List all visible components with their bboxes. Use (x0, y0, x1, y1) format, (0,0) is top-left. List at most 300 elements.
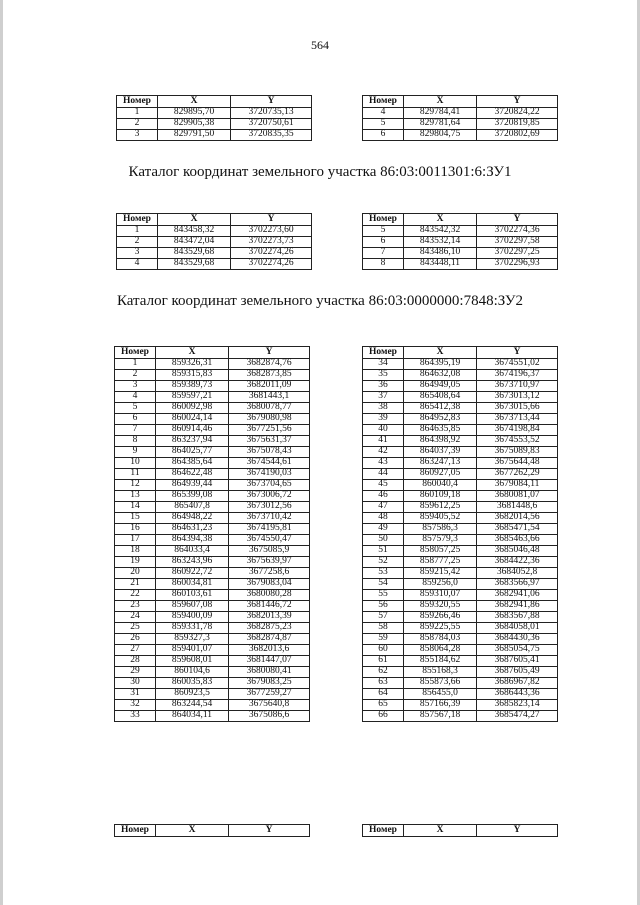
coord-x: 864622,48 (156, 469, 229, 480)
coord-x: 856455,0 (404, 689, 477, 700)
coord-y: 3679080,98 (229, 414, 310, 425)
header-number: Номер (363, 825, 404, 837)
point-number: 1 (115, 359, 156, 370)
coord-y: 3686443,36 (477, 689, 558, 700)
table-row (115, 524, 310, 535)
point-number: 19 (115, 557, 156, 568)
coord-x: 858777,25 (404, 557, 477, 568)
table-row (363, 226, 558, 237)
header-x: X (156, 347, 229, 359)
point-number: 16 (115, 524, 156, 535)
point-number: 43 (363, 458, 404, 469)
coord-x: 859607,08 (156, 601, 229, 612)
table-row (115, 568, 310, 579)
coord-x: 865412,38 (404, 403, 477, 414)
coord-y: 3675640,8 (229, 700, 310, 711)
table-row (363, 392, 558, 403)
coord-x: 829895,70 (158, 108, 231, 119)
point-number: 18 (115, 546, 156, 557)
table-row (363, 590, 558, 601)
coord-x: 860092,98 (156, 403, 229, 414)
table-row (363, 601, 558, 612)
coord-y: 3677258,6 (229, 568, 310, 579)
point-number: 46 (363, 491, 404, 502)
coord-x: 843529,68 (158, 248, 231, 259)
table-row (363, 359, 558, 370)
header-x: X (158, 96, 231, 108)
point-number: 29 (115, 667, 156, 678)
coord-x: 860927,05 (404, 469, 477, 480)
header-y: Y (477, 96, 558, 108)
point-number: 23 (115, 601, 156, 612)
coord-x: 859215,42 (404, 568, 477, 579)
coord-y: 3680081,07 (477, 491, 558, 502)
coord-y: 3683566,97 (477, 579, 558, 590)
coord-x: 829784,41 (404, 108, 477, 119)
table-row (115, 403, 310, 414)
coord-x: 860035,83 (156, 678, 229, 689)
table-row (117, 248, 312, 259)
coord-y: 3702273,60 (231, 226, 312, 237)
coord-y: 3685474,27 (477, 711, 558, 722)
header-number: Номер (363, 347, 404, 359)
coord-y: 3720835,35 (231, 130, 312, 141)
point-number: 6 (115, 414, 156, 425)
table-row (115, 667, 310, 678)
point-number: 31 (115, 689, 156, 700)
catalog-title: Каталог координат земельного участка 86:03:0011301:6:ЗУ1 (128, 164, 512, 180)
point-number: 3 (117, 130, 158, 141)
point-number: 66 (363, 711, 404, 722)
coord-y: 3674190,03 (229, 469, 310, 480)
table-row (115, 480, 310, 491)
table-row (363, 259, 558, 270)
coord-y: 3679083,04 (229, 579, 310, 590)
coord-x: 843532,14 (404, 237, 477, 248)
table-row (115, 425, 310, 436)
coord-x: 863244,54 (156, 700, 229, 711)
catalog-title: Каталог координат земельного участка 86:03:0000000:7848:ЗУ2 (116, 293, 523, 309)
table-row (115, 678, 310, 689)
table-row (363, 557, 558, 568)
coord-x: 857579,3 (404, 535, 477, 546)
header-y: Y (477, 347, 558, 359)
coord-x: 860024,14 (156, 414, 229, 425)
table-row (363, 623, 558, 634)
table-row (115, 579, 310, 590)
table-row (363, 568, 558, 579)
page-left-edge (0, 0, 3, 905)
point-number: 8 (363, 259, 404, 270)
table-row (363, 667, 558, 678)
coord-x: 857586,3 (404, 524, 477, 535)
table-row (115, 469, 310, 480)
coord-x: 865407,8 (156, 502, 229, 513)
page-number: 564 (311, 38, 329, 52)
point-number: 4 (115, 392, 156, 403)
header-x: X (158, 214, 231, 226)
point-number: 62 (363, 667, 404, 678)
point-number: 3 (117, 248, 158, 259)
coord-x: 843458,32 (158, 226, 231, 237)
table-row (115, 447, 310, 458)
coord-x: 864037,39 (404, 447, 477, 458)
table-row (115, 414, 310, 425)
table-row (363, 711, 558, 722)
table-row (363, 130, 558, 141)
point-number: 59 (363, 634, 404, 645)
coord-x: 857166,39 (404, 700, 477, 711)
coord-x: 860034,81 (156, 579, 229, 590)
table-row (363, 645, 558, 656)
coord-y: 3686967,82 (477, 678, 558, 689)
point-number: 55 (363, 590, 404, 601)
table-row (115, 491, 310, 502)
table-row (363, 108, 558, 119)
coord-x: 864034,11 (156, 711, 229, 722)
point-number: 63 (363, 678, 404, 689)
table-row (115, 590, 310, 601)
coord-y: 3687605,41 (477, 656, 558, 667)
header-number: Номер (363, 96, 404, 108)
coord-x: 829781,64 (404, 119, 477, 130)
header-x: X (404, 825, 477, 837)
coord-x: 864398,92 (404, 436, 477, 447)
point-number: 5 (115, 403, 156, 414)
point-number: 3 (115, 381, 156, 392)
table-row (117, 119, 312, 130)
coord-x: 860040,4 (404, 480, 477, 491)
coord-x: 860104,6 (156, 667, 229, 678)
coord-y: 3673710,42 (229, 513, 310, 524)
coord-x: 859327,3 (156, 634, 229, 645)
point-number: 40 (363, 425, 404, 436)
coord-y: 3680078,77 (229, 403, 310, 414)
point-number: 26 (115, 634, 156, 645)
point-number: 1 (117, 226, 158, 237)
header-y: Y (231, 96, 312, 108)
table-row (115, 359, 310, 370)
coord-y: 3685471,54 (477, 524, 558, 535)
coord-x: 864385,64 (156, 458, 229, 469)
point-number: 6 (363, 237, 404, 248)
point-number: 28 (115, 656, 156, 667)
point-number: 48 (363, 513, 404, 524)
coord-x: 859400,09 (156, 612, 229, 623)
point-number: 25 (115, 623, 156, 634)
coord-x: 859612,25 (404, 502, 477, 513)
coord-y: 3677259,27 (229, 689, 310, 700)
coord-y: 3673015,66 (477, 403, 558, 414)
coord-y: 3675089,83 (477, 447, 558, 458)
coord-y: 3675631,37 (229, 436, 310, 447)
coord-x: 864394,38 (156, 535, 229, 546)
point-number: 5 (363, 226, 404, 237)
coord-x: 864948,22 (156, 513, 229, 524)
coord-y: 3685046,48 (477, 546, 558, 557)
coord-y: 3684052,8 (477, 568, 558, 579)
coord-y: 3681446,72 (229, 601, 310, 612)
coord-y: 3675086,6 (229, 711, 310, 722)
table-header-row (363, 347, 558, 359)
point-number: 27 (115, 645, 156, 656)
header-y: Y (477, 214, 558, 226)
coord-y: 3683567,88 (477, 612, 558, 623)
coord-x: 859320,55 (404, 601, 477, 612)
coord-table-header-only (114, 824, 310, 837)
coord-y: 3680080,28 (229, 590, 310, 601)
header-x: X (156, 825, 229, 837)
coord-y: 3682941,06 (477, 590, 558, 601)
coord-y: 3674553,52 (477, 436, 558, 447)
table-row (117, 108, 312, 119)
point-number: 45 (363, 480, 404, 491)
point-number: 15 (115, 513, 156, 524)
coord-table (116, 213, 312, 270)
coord-x: 855168,3 (404, 667, 477, 678)
coord-x: 859266,46 (404, 612, 477, 623)
header-y: Y (229, 825, 310, 837)
coord-x: 855184,62 (404, 656, 477, 667)
table-row (363, 513, 558, 524)
coord-x: 864939,44 (156, 480, 229, 491)
coord-y: 3684422,36 (477, 557, 558, 568)
coord-x: 864632,08 (404, 370, 477, 381)
point-number: 49 (363, 524, 404, 535)
table-row (363, 480, 558, 491)
coord-table (362, 95, 558, 141)
header-number: Номер (363, 214, 404, 226)
coord-x: 860914,46 (156, 425, 229, 436)
point-number: 12 (115, 480, 156, 491)
coord-x: 859310,07 (404, 590, 477, 601)
coord-y: 3682875,23 (229, 623, 310, 634)
table-row (115, 711, 310, 722)
coord-y: 3682874,87 (229, 634, 310, 645)
point-number: 5 (363, 119, 404, 130)
coord-x: 859389,73 (156, 381, 229, 392)
table-row (117, 237, 312, 248)
coord-y: 3720735,13 (231, 108, 312, 119)
coord-x: 864025,77 (156, 447, 229, 458)
coord-y: 3675644,48 (477, 458, 558, 469)
coord-y: 3675639,97 (229, 557, 310, 568)
table-header-row (117, 96, 312, 108)
point-number: 14 (115, 502, 156, 513)
coord-x: 865408,64 (404, 392, 477, 403)
coord-y: 3681448,6 (477, 502, 558, 513)
coord-y: 3682013,6 (229, 645, 310, 656)
coord-y: 3677251,56 (229, 425, 310, 436)
point-number: 41 (363, 436, 404, 447)
coord-y: 3702274,26 (231, 248, 312, 259)
table-row (115, 601, 310, 612)
coord-x: 859315,83 (156, 370, 229, 381)
coord-y: 3673013,12 (477, 392, 558, 403)
coord-y: 3682873,85 (229, 370, 310, 381)
coord-y: 3702297,25 (477, 248, 558, 259)
coord-y: 3720824,22 (477, 108, 558, 119)
table-row (363, 634, 558, 645)
point-number: 64 (363, 689, 404, 700)
coord-table (362, 213, 558, 270)
point-number: 13 (115, 491, 156, 502)
point-number: 51 (363, 546, 404, 557)
table-row (363, 502, 558, 513)
point-number: 56 (363, 601, 404, 612)
coord-x: 855873,66 (404, 678, 477, 689)
table-row (363, 656, 558, 667)
coord-x: 863237,94 (156, 436, 229, 447)
table-row (115, 645, 310, 656)
point-number: 38 (363, 403, 404, 414)
table-row (115, 656, 310, 667)
coord-y: 3702297,58 (477, 237, 558, 248)
table-row (363, 436, 558, 447)
header-y: Y (477, 825, 558, 837)
table-row (117, 259, 312, 270)
point-number: 7 (363, 248, 404, 259)
coord-y: 3684430,36 (477, 634, 558, 645)
point-number: 42 (363, 447, 404, 458)
header-y: Y (231, 214, 312, 226)
coord-y: 3681447,07 (229, 656, 310, 667)
coord-y: 3702296,93 (477, 259, 558, 270)
coord-y: 3682941,86 (477, 601, 558, 612)
point-number: 37 (363, 392, 404, 403)
table-row (115, 689, 310, 700)
coord-x: 859256,0 (404, 579, 477, 590)
coord-y: 3675085,9 (229, 546, 310, 557)
table-row (115, 623, 310, 634)
table-row (363, 414, 558, 425)
coord-x: 843486,10 (404, 248, 477, 259)
coord-y: 3674550,47 (229, 535, 310, 546)
coord-y: 3682013,39 (229, 612, 310, 623)
point-number: 22 (115, 590, 156, 601)
point-number: 21 (115, 579, 156, 590)
coord-y: 3674544,61 (229, 458, 310, 469)
table-header-row (117, 214, 312, 226)
point-number: 6 (363, 130, 404, 141)
coord-x: 843542,32 (404, 226, 477, 237)
table-row (115, 557, 310, 568)
table-row (115, 634, 310, 645)
table-row (363, 524, 558, 535)
coord-y: 3674195,81 (229, 524, 310, 535)
coord-y: 3679084,11 (477, 480, 558, 491)
coord-x: 843472,04 (158, 237, 231, 248)
coord-table-header-only (362, 824, 558, 837)
coord-table (114, 346, 310, 722)
coord-y: 3673012,56 (229, 502, 310, 513)
table-row (115, 502, 310, 513)
point-number: 4 (363, 108, 404, 119)
table-row (363, 700, 558, 711)
point-number: 53 (363, 568, 404, 579)
table-row (115, 436, 310, 447)
table-row (363, 248, 558, 259)
coord-x: 864952,83 (404, 414, 477, 425)
coord-x: 829791,50 (158, 130, 231, 141)
point-number: 32 (115, 700, 156, 711)
point-number: 54 (363, 579, 404, 590)
coord-x: 843529,68 (158, 259, 231, 270)
coord-x: 865399,08 (156, 491, 229, 502)
coord-x: 864635,85 (404, 425, 477, 436)
coord-x: 864033,4 (156, 546, 229, 557)
point-number: 10 (115, 458, 156, 469)
coord-y: 3673713,44 (477, 414, 558, 425)
table-row (115, 612, 310, 623)
table-row (115, 535, 310, 546)
point-number: 17 (115, 535, 156, 546)
header-number: Номер (117, 96, 158, 108)
coord-y: 3674551,02 (477, 359, 558, 370)
coord-x: 860103,61 (156, 590, 229, 601)
point-number: 4 (117, 259, 158, 270)
table-header-row (115, 825, 310, 837)
table-header-row (363, 825, 558, 837)
coord-x: 843448,11 (404, 259, 477, 270)
point-number: 7 (115, 425, 156, 436)
coord-y: 3720819,85 (477, 119, 558, 130)
coord-y: 3687605,49 (477, 667, 558, 678)
header-x: X (404, 214, 477, 226)
coord-y: 3674196,37 (477, 370, 558, 381)
table-row (363, 689, 558, 700)
coord-x: 860109,18 (404, 491, 477, 502)
table-row (115, 546, 310, 557)
coord-x: 864631,23 (156, 524, 229, 535)
table-row (363, 535, 558, 546)
point-number: 30 (115, 678, 156, 689)
table-row (115, 700, 310, 711)
table-row (363, 546, 558, 557)
coord-x: 859331,78 (156, 623, 229, 634)
coord-x: 864395,19 (404, 359, 477, 370)
point-number: 44 (363, 469, 404, 480)
point-number: 39 (363, 414, 404, 425)
coord-x: 859608,01 (156, 656, 229, 667)
point-number: 50 (363, 535, 404, 546)
table-header-row (363, 96, 558, 108)
table-row (363, 469, 558, 480)
point-number: 8 (115, 436, 156, 447)
coord-x: 859225,55 (404, 623, 477, 634)
coord-y: 3675078,43 (229, 447, 310, 458)
coord-y: 3682014,56 (477, 513, 558, 524)
header-number: Номер (115, 347, 156, 359)
point-number: 36 (363, 381, 404, 392)
table-row (363, 447, 558, 458)
coord-x: 859326,31 (156, 359, 229, 370)
coord-y: 3673006,72 (229, 491, 310, 502)
coord-y: 3685823,14 (477, 700, 558, 711)
coord-x: 860922,72 (156, 568, 229, 579)
table-row (363, 612, 558, 623)
table-row (363, 458, 558, 469)
coord-y: 3702273,73 (231, 237, 312, 248)
point-number: 2 (117, 119, 158, 130)
header-number: Номер (117, 214, 158, 226)
coord-x: 864949,05 (404, 381, 477, 392)
coord-x: 829804,75 (404, 130, 477, 141)
coord-x: 859597,21 (156, 392, 229, 403)
table-row (117, 130, 312, 141)
header-y: Y (229, 347, 310, 359)
point-number: 24 (115, 612, 156, 623)
